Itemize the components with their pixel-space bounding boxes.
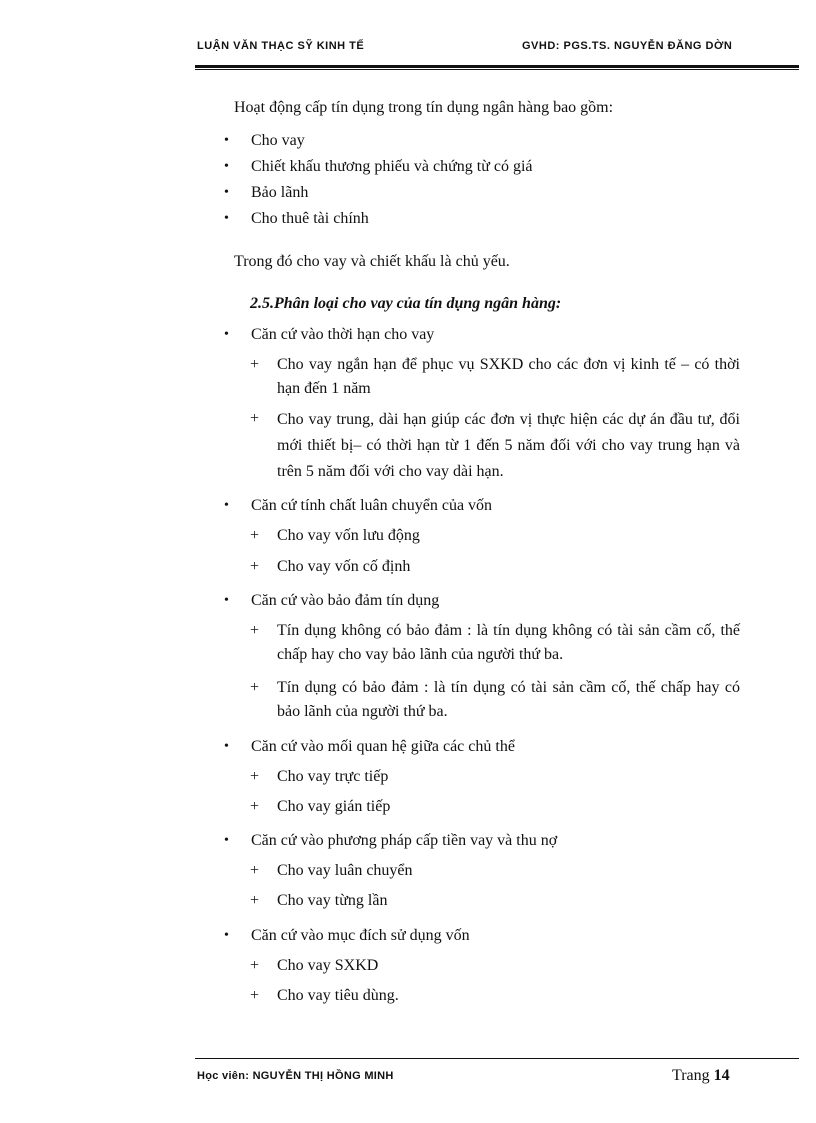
group-item: Tín dụng có bảo đảm : là tín dụng có tài sản cầm cố, thế chấp hay có bảo lãnh của người thứ ba. xyxy=(277,679,740,720)
group-title: Căn cứ vào phương pháp cấp tiền vay và thu nợ xyxy=(251,832,558,849)
bullet-icon: • xyxy=(224,593,229,608)
plus-icon: + xyxy=(250,410,260,427)
plus-icon: + xyxy=(250,527,260,544)
group-item: Cho vay gián tiếp xyxy=(277,798,391,815)
plus-icon: + xyxy=(250,957,260,974)
plus-icon: + xyxy=(250,356,260,373)
group-title: Căn cứ vào thời hạn cho vay xyxy=(251,326,435,343)
group-title: Căn cứ vào bảo đảm tín dụng xyxy=(251,592,440,609)
bullet-icon: • xyxy=(224,498,229,513)
bullet-icon: • xyxy=(224,185,229,200)
thesis-title: LUẬN VĂN THẠC SỸ KINH TẾ xyxy=(197,40,365,52)
bullet-icon: • xyxy=(224,739,229,754)
group-item: Cho vay SXKD xyxy=(277,957,379,974)
note-paragraph: Trong đó cho vay và chiết khấu là chủ yếu. xyxy=(234,253,510,270)
activity-item: Chiết khấu thương phiếu và chứng từ có giá xyxy=(251,158,533,175)
page-number: 14 xyxy=(713,1067,730,1084)
group-item: Cho vay tiêu dùng. xyxy=(277,987,399,1004)
group-item: Cho vay luân chuyển xyxy=(277,862,413,879)
group-item: Cho vay trung, dài hạn giúp các đơn vị thực hiện các dự án đầu tư, đổi mới thiết bị– có thời hạn từ 1 đến 5 năm đối với cho vay trung hạn và trên 5 năm đối với cho vay dài hạn. xyxy=(277,411,740,480)
plus-icon: + xyxy=(250,768,260,785)
group-title: Căn cứ tính chất luân chuyển của vốn xyxy=(251,497,493,514)
group-title: Căn cứ vào mục đích sử dụng vốn xyxy=(251,927,470,944)
plus-icon: + xyxy=(250,558,260,575)
page-number-block xyxy=(672,1067,730,1085)
bullet-icon: • xyxy=(224,833,229,848)
header-rule-thin xyxy=(195,69,799,70)
page-label: Trang xyxy=(672,1067,710,1084)
supervisor: GVHD: PGS.TS. NGUYỄN ĐĂNG DỜN xyxy=(522,40,733,52)
plus-icon: + xyxy=(250,622,260,639)
plus-icon: + xyxy=(250,679,260,696)
header-rule-thick xyxy=(195,65,799,68)
bullet-icon: • xyxy=(224,211,229,226)
group-item: Tín dụng không có bảo đảm : là tín dụng không có tài sản cầm cố, thế chấp hay cho vay bảo lãnh của người thứ ba. xyxy=(277,622,740,663)
bullet-icon: • xyxy=(224,327,229,342)
bullet-icon: • xyxy=(224,928,229,943)
plus-icon: + xyxy=(250,892,260,909)
bullet-icon: • xyxy=(224,159,229,174)
activity-item: Bảo lãnh xyxy=(251,184,309,201)
group-item: Cho vay ngắn hạn để phục vụ SXKD cho các đơn vị kinh tế – có thời hạn đến 1 năm xyxy=(277,356,740,397)
student-name: Học viên: NGUYỄN THỊ HỒNG MINH xyxy=(197,1070,394,1082)
group-item: Cho vay vốn lưu động xyxy=(277,527,420,544)
section-heading: 2.5.Phân loại cho vay của tín dụng ngân hàng: xyxy=(250,295,562,312)
group-item: Cho vay trực tiếp xyxy=(277,768,389,785)
plus-icon: + xyxy=(250,798,260,815)
group-item: Cho vay vốn cố định xyxy=(277,558,411,575)
plus-icon: + xyxy=(250,987,260,1004)
plus-icon: + xyxy=(250,862,260,879)
activity-item: Cho vay xyxy=(251,132,305,149)
intro-paragraph: Hoạt động cấp tín dụng trong tín dụng ngân hàng bao gồm: xyxy=(234,99,614,116)
activity-item: Cho thuê tài chính xyxy=(251,210,369,227)
bullet-icon: • xyxy=(224,133,229,148)
group-title: Căn cứ vào mối quan hệ giữa các chủ thể xyxy=(251,738,515,755)
footer-rule xyxy=(195,1058,799,1059)
group-item: Cho vay từng lần xyxy=(277,892,388,909)
